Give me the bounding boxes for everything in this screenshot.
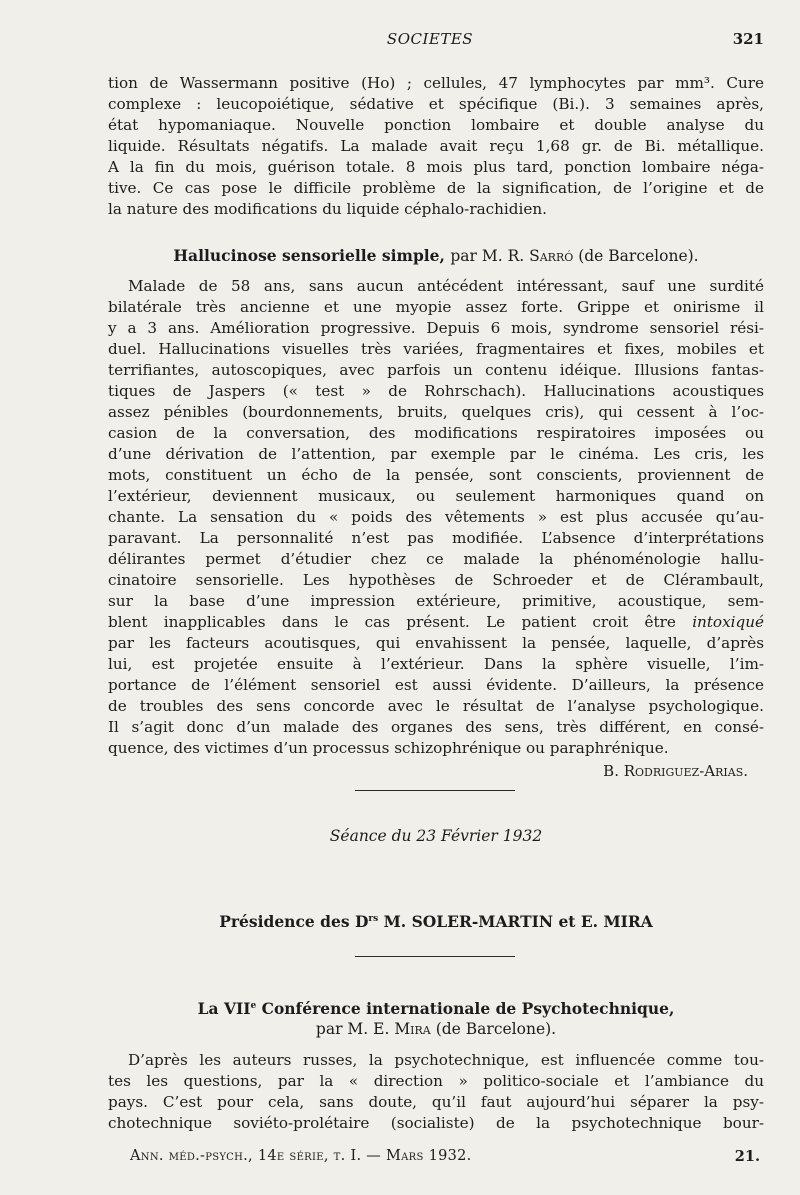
journal-citation: Ann. méd.-psych., 14e série, t. I. — Mars 1932. [130,1148,472,1164]
text-line: complexe : leucopoiétique, sédative et spécifique (Bi.). 3 semaines après, [108,95,764,113]
text-line: cinatoire sensorielle. Les hypothèses de Schroeder et de Clérambault, [108,571,764,589]
text-line: D’après les auteurs russes, la psychotechnique, est influencée comme tou- [128,1051,764,1069]
text-line: chotechnique soviéto-prolétaire (socialiste) de la psychotechnique bour- [108,1114,764,1132]
section-body-hallucinose [108,276,764,759]
section-byline: par M. E. Mira (de Barcelone). [315,1020,557,1038]
text-line: casion de la conversation, des modifications respiratoires imposées ou [108,424,764,442]
section-title: La VIIe Conférence internationale de Psychotechnique, [197,999,675,1018]
text-line: mots, constituent un écho de la pensée, sont conscients, proviennent de [108,466,764,484]
divider-rule [355,956,515,957]
running-head [0,28,800,54]
text-line: sur la base d’une impression extérieure, primitive, acoustique, sem- [108,592,764,610]
text-line: quence, des victimes d’un processus schizophrénique ou paraphrénique. [108,739,669,757]
italic-word: intoxiqué [692,613,764,631]
text-line: par les facteurs acoutisques, qui envahissent la pensée, laquelle, d’après [108,634,764,652]
seance-date: Séance du 23 Février 1932 [329,827,543,845]
text-line: tion de Wassermann positive (Ho) ; cellules, 47 lymphocytes par mm³. Cure [108,74,764,92]
text-line: A la fin du mois, guérison totale. 8 mois plus tard, ponction lombaire néga- [108,158,764,176]
author-name: Mira [394,1020,431,1038]
text-line: chante. La sensation du « poids des vêtements » est plus accusée qu’au- [108,508,764,526]
text-line: délirantes permet d’étudier chez ce malade la phénoménologie hallu- [108,550,764,568]
text-line: de troubles des sens concorde avec le résultat de l’analyse psychologique. [108,697,764,715]
section-byline: par M. R. Sarró (de Barcelone). [450,247,699,265]
text-line: y a 3 ans. Amélioration progressive. Depuis 6 mois, syndrome sensoriel rési- [108,319,764,337]
text-line: Malade de 58 ans, sans aucun antécédent intéressant, sauf une surdité [128,277,764,295]
text-line: état hypomaniaque. Nouvelle ponction lombaire et double analyse du [108,116,764,134]
continuation-paragraph [108,73,764,220]
text-line: l’extérieur, deviennent musicaux, ou seulement harmoniques quand on [108,487,764,505]
running-title: SOCIETES [386,30,474,48]
author-name: Sarró [529,247,574,265]
text-line: duel. Hallucinations visuelles très variées, fragmentaires et fixes, mobiles et [108,340,764,358]
text-line: bilatérale très ancienne et une myopie assez forte. Grippe et onirisme il [108,298,764,316]
text-line: tes les questions, par la « direction » politico-sociale et l’ambiance du [108,1072,764,1090]
text-line: tive. Ce cas pose le difficile problème de la signification, de l’origine et de [108,179,764,197]
text-line: paravant. La personnalité n’est pas modifiée. L’absence d’interprétations [108,529,764,547]
text-line-with-italic: blent inapplicables dans le cas présent. Le patient croit être intoxiqué [108,613,764,631]
text-line: d’une dérivation de l’attention, par exemple par le cinéma. Les cris, les [108,445,764,463]
page-footer [130,1148,760,1170]
signature-mark: 21. [734,1148,760,1165]
signature: B. Rodriguez-Arias. [603,762,748,780]
text-line: tiques de Jaspers (« test » de Rohrschach). Hallucinations acoustiques [108,382,764,400]
text-line: la nature des modifications du liquide céphalo-rachidien. [108,200,547,218]
section-body-conference [108,1050,764,1134]
text-line: assez pénibles (bourdonnements, bruits, quelques cris), qui cessent à l’oc- [108,403,764,421]
text-line: Il s’agit donc d’un malade des organes des sens, très différent, en consé- [108,718,764,736]
section-heading-conference [108,998,764,1040]
text-line: terrifiantes, autoscopiques, avec parfois un contenu idéique. Illusions fantas- [108,361,764,379]
page-number: 321 [732,30,764,48]
text-line: portance de l’élément sensoriel est aussi évidente. D’ailleurs, la présence [108,676,764,694]
section-title: Hallucinose sensorielle simple, [173,246,445,265]
text-line: liquide. Résultats négatifs. La malade avait reçu 1,68 gr. de Bi. métallique. [108,137,764,155]
divider-rule [355,790,515,791]
presidency-heading: Présidence des $D^{rs}$ M. SOLER-MARTIN et E. MIRA [219,912,653,931]
text-line: pays. C’est pour cela, sans doute, qu’il faut aujourd’hui séparer la psy- [108,1093,764,1111]
section-heading-hallucinose [108,245,764,267]
text-line: lui, est projetée ensuite à l’extérieur. Dans la sphère visuelle, l’im- [108,655,764,673]
